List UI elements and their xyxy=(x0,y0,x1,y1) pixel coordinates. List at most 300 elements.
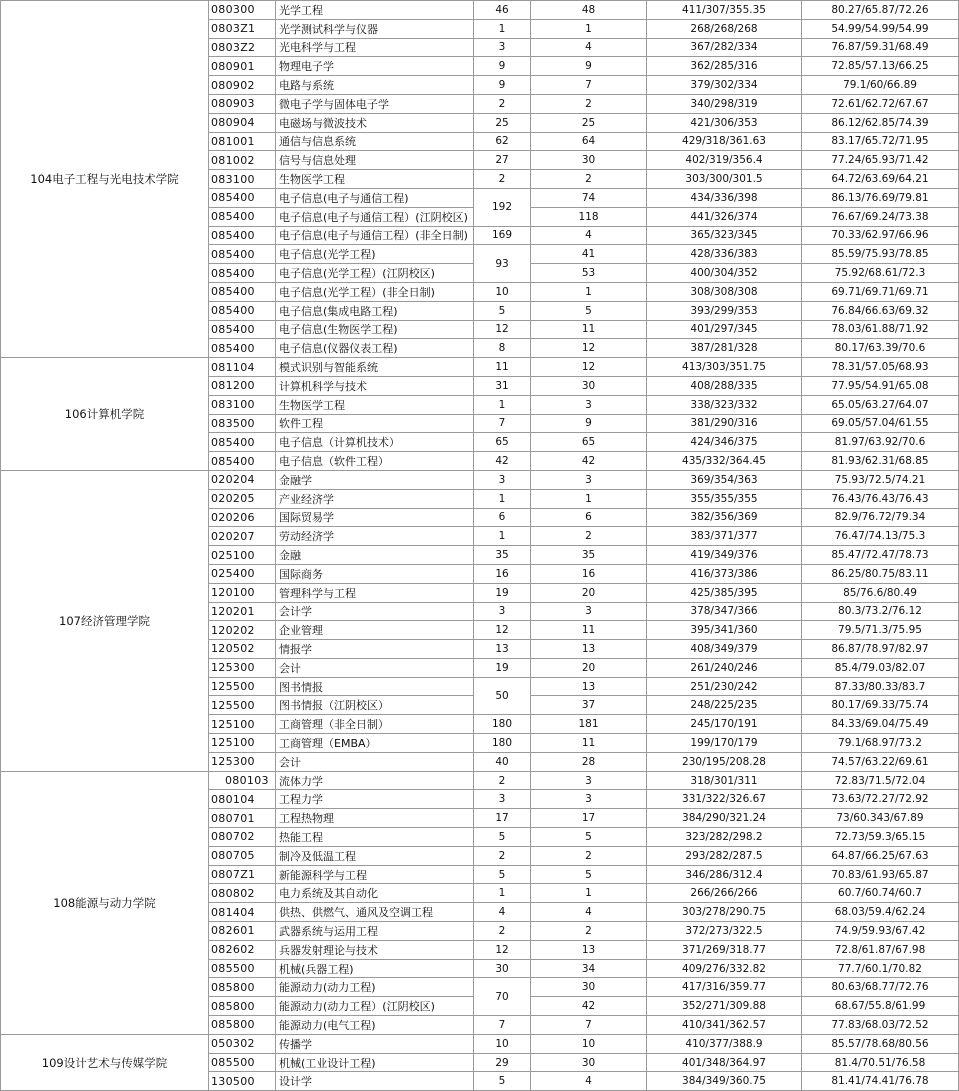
college-name: 108能源与动力学院 xyxy=(1,771,209,1034)
score-range: 362/285/316 xyxy=(647,57,802,76)
major-name: 热能工程 xyxy=(276,828,474,847)
plan-count: 180 xyxy=(474,715,531,734)
percentage-range: 80.17/69.33/75.74 xyxy=(802,696,959,715)
major-name: 国际商务 xyxy=(276,564,474,583)
major-code: 085500 xyxy=(209,959,276,978)
plan-count: 3 xyxy=(474,38,531,57)
major-code: 081404 xyxy=(209,903,276,922)
major-name: 图书情报（江阴校区） xyxy=(276,696,474,715)
major-name: 劳动经济学 xyxy=(276,527,474,546)
plan-count: 12 xyxy=(474,621,531,640)
score-range: 401/297/345 xyxy=(647,320,802,339)
table-body xyxy=(1,1,959,1091)
major-code: 020205 xyxy=(209,489,276,508)
major-code: 085400 xyxy=(209,452,276,471)
major-code: 085400 xyxy=(209,226,276,245)
major-code: 080802 xyxy=(209,884,276,903)
major-code: 085400 xyxy=(209,339,276,358)
major-code: 0807Z1 xyxy=(209,865,276,884)
enroll-count: 3 xyxy=(531,395,647,414)
major-name: 电子信息（软件工程） xyxy=(276,452,474,471)
plan-count: 27 xyxy=(474,151,531,170)
percentage-range: 76.43/76.43/76.43 xyxy=(802,489,959,508)
percentage-range: 69.71/69.71/69.71 xyxy=(802,282,959,301)
plan-count: 42 xyxy=(474,452,531,471)
percentage-range: 79.1/68.97/73.2 xyxy=(802,734,959,753)
college-name: 107经济管理学院 xyxy=(1,470,209,771)
enroll-count: 34 xyxy=(531,959,647,978)
percentage-range: 85.47/72.47/78.73 xyxy=(802,546,959,565)
percentage-range: 80.63/68.77/72.76 xyxy=(802,978,959,997)
enroll-count: 9 xyxy=(531,57,647,76)
percentage-range: 64.87/66.25/67.63 xyxy=(802,846,959,865)
score-range: 251/230/242 xyxy=(647,677,802,696)
major-name: 信号与信息处理 xyxy=(276,151,474,170)
major-code: 020207 xyxy=(209,527,276,546)
major-name: 电子信息(电子与通信工程）(江阴校区) xyxy=(276,207,474,226)
score-range: 416/373/386 xyxy=(647,564,802,583)
major-code: 083500 xyxy=(209,414,276,433)
major-code: 082602 xyxy=(209,940,276,959)
enroll-count: 5 xyxy=(531,301,647,320)
score-range: 199/170/179 xyxy=(647,734,802,753)
percentage-range: 80.17/63.39/70.6 xyxy=(802,339,959,358)
plan-count: 3 xyxy=(474,602,531,621)
plan-count: 1 xyxy=(474,489,531,508)
plan-count: 25 xyxy=(474,113,531,132)
major-name: 光学测试科学与仪器 xyxy=(276,19,474,38)
major-name: 电路与系统 xyxy=(276,76,474,95)
major-name: 机械(兵器工程) xyxy=(276,959,474,978)
enroll-count: 48 xyxy=(531,1,647,20)
percentage-range: 85.4/79.03/82.07 xyxy=(802,658,959,677)
percentage-range: 82.9/76.72/79.34 xyxy=(802,508,959,527)
plan-count: 3 xyxy=(474,470,531,489)
plan-count: 2 xyxy=(474,94,531,113)
major-name: 产业经济学 xyxy=(276,489,474,508)
score-range: 384/290/321.24 xyxy=(647,809,802,828)
enroll-count: 9 xyxy=(531,414,647,433)
enroll-count: 13 xyxy=(531,640,647,659)
major-name: 能源动力(动力工程) xyxy=(276,978,474,997)
major-code: 080701 xyxy=(209,809,276,828)
score-range: 248/225/235 xyxy=(647,696,802,715)
score-range: 245/170/191 xyxy=(647,715,802,734)
major-name: 生物医学工程 xyxy=(276,395,474,414)
major-code: 080901 xyxy=(209,57,276,76)
score-range: 346/286/312.4 xyxy=(647,865,802,884)
enroll-count: 30 xyxy=(531,1053,647,1072)
major-name: 企业管理 xyxy=(276,621,474,640)
percentage-range: 72.8/61.87/67.98 xyxy=(802,940,959,959)
enroll-count: 13 xyxy=(531,677,647,696)
percentage-range: 65.05/63.27/64.07 xyxy=(802,395,959,414)
major-name: 电力系统及其自动化 xyxy=(276,884,474,903)
score-range: 308/308/308 xyxy=(647,282,802,301)
major-name: 工程力学 xyxy=(276,790,474,809)
enroll-count: 11 xyxy=(531,734,647,753)
percentage-range: 68.67/55.8/61.99 xyxy=(802,997,959,1016)
percentage-range: 60.7/60.74/60.7 xyxy=(802,884,959,903)
score-range: 381/290/316 xyxy=(647,414,802,433)
major-code: 080702 xyxy=(209,828,276,847)
score-range: 395/341/360 xyxy=(647,621,802,640)
major-code: 130500 xyxy=(209,1072,276,1091)
enroll-count: 1 xyxy=(531,19,647,38)
percentage-range: 85.57/78.68/80.56 xyxy=(802,1034,959,1053)
plan-count: 19 xyxy=(474,658,531,677)
percentage-range: 69.05/57.04/61.55 xyxy=(802,414,959,433)
enroll-count: 7 xyxy=(531,1016,647,1035)
enroll-count: 30 xyxy=(531,376,647,395)
major-name: 模式识别与智能系统 xyxy=(276,358,474,377)
enroll-count: 17 xyxy=(531,809,647,828)
enroll-count: 20 xyxy=(531,583,647,602)
enroll-count: 3 xyxy=(531,470,647,489)
score-range: 266/266/266 xyxy=(647,884,802,903)
score-range: 421/306/353 xyxy=(647,113,802,132)
major-name: 传播学 xyxy=(276,1034,474,1053)
score-range: 425/385/395 xyxy=(647,583,802,602)
major-name: 能源动力(动力工程）(江阴校区) xyxy=(276,997,474,1016)
major-name: 生物医学工程 xyxy=(276,170,474,189)
plan-count: 1 xyxy=(474,527,531,546)
plan-count: 3 xyxy=(474,790,531,809)
percentage-range: 75.93/72.5/74.21 xyxy=(802,470,959,489)
plan-count: 19 xyxy=(474,583,531,602)
enroll-count: 1 xyxy=(531,884,647,903)
percentage-range: 77.83/68.03/72.52 xyxy=(802,1016,959,1035)
table-row xyxy=(1,1034,959,1053)
major-code: 080903 xyxy=(209,94,276,113)
plan-count: 35 xyxy=(474,546,531,565)
percentage-range: 81.97/63.92/70.6 xyxy=(802,433,959,452)
percentage-range: 86.12/62.85/74.39 xyxy=(802,113,959,132)
plan-count: 93 xyxy=(474,245,531,283)
plan-count: 70 xyxy=(474,978,531,1016)
plan-count: 1 xyxy=(474,19,531,38)
percentage-range: 68.03/59.4/62.24 xyxy=(802,903,959,922)
enroll-count: 25 xyxy=(531,113,647,132)
percentage-range: 74.57/63.22/69.61 xyxy=(802,752,959,771)
plan-count: 9 xyxy=(474,57,531,76)
plan-count: 46 xyxy=(474,1,531,20)
percentage-range: 81.4/70.51/76.58 xyxy=(802,1053,959,1072)
major-name: 电子信息（计算机技术） xyxy=(276,433,474,452)
percentage-range: 70.83/61.93/65.87 xyxy=(802,865,959,884)
enroll-count: 2 xyxy=(531,94,647,113)
score-range: 379/302/334 xyxy=(647,76,802,95)
score-range: 293/282/287.5 xyxy=(647,846,802,865)
major-code: 081001 xyxy=(209,132,276,151)
percentage-range: 72.73/59.3/65.15 xyxy=(802,828,959,847)
major-code: 082601 xyxy=(209,922,276,941)
percentage-range: 84.33/69.04/75.49 xyxy=(802,715,959,734)
score-range: 352/271/309.88 xyxy=(647,997,802,1016)
plan-count: 2 xyxy=(474,846,531,865)
plan-count: 29 xyxy=(474,1053,531,1072)
plan-count: 12 xyxy=(474,320,531,339)
enroll-count: 4 xyxy=(531,1072,647,1091)
major-name: 管理科学与工程 xyxy=(276,583,474,602)
table-row xyxy=(1,771,959,790)
percentage-range: 78.03/61.88/71.92 xyxy=(802,320,959,339)
major-name: 会计学 xyxy=(276,602,474,621)
major-code: 080103 xyxy=(209,771,276,790)
enroll-count: 6 xyxy=(531,508,647,527)
plan-count: 12 xyxy=(474,940,531,959)
major-code: 020204 xyxy=(209,470,276,489)
major-code: 080902 xyxy=(209,76,276,95)
percentage-range: 79.1/60/66.89 xyxy=(802,76,959,95)
major-code: 120100 xyxy=(209,583,276,602)
enroll-count: 65 xyxy=(531,433,647,452)
percentage-range: 76.84/66.63/69.32 xyxy=(802,301,959,320)
percentage-range: 64.72/63.69/64.21 xyxy=(802,170,959,189)
enroll-count: 181 xyxy=(531,715,647,734)
major-code: 085800 xyxy=(209,978,276,997)
enroll-count: 1 xyxy=(531,489,647,508)
enroll-count: 1 xyxy=(531,282,647,301)
major-name: 设计学 xyxy=(276,1072,474,1091)
major-name: 电子信息(光学工程）(江阴校区) xyxy=(276,264,474,283)
major-name: 兵器发射理论与技术 xyxy=(276,940,474,959)
major-code: 085400 xyxy=(209,320,276,339)
score-range: 338/323/332 xyxy=(647,395,802,414)
percentage-range: 77.95/54.91/65.08 xyxy=(802,376,959,395)
score-range: 410/341/362.57 xyxy=(647,1016,802,1035)
enroll-count: 2 xyxy=(531,922,647,941)
score-range: 367/282/334 xyxy=(647,38,802,57)
score-range: 393/299/353 xyxy=(647,301,802,320)
major-code: 080300 xyxy=(209,1,276,20)
major-name: 机械(工业设计工程) xyxy=(276,1053,474,1072)
major-name: 金融学 xyxy=(276,470,474,489)
enroll-count: 4 xyxy=(531,903,647,922)
major-code: 085400 xyxy=(209,282,276,301)
percentage-range: 80.3/73.2/76.12 xyxy=(802,602,959,621)
major-name: 工程热物理 xyxy=(276,809,474,828)
major-code: 083100 xyxy=(209,395,276,414)
plan-count: 2 xyxy=(474,922,531,941)
major-name: 工商管理（EMBA） xyxy=(276,734,474,753)
enroll-count: 2 xyxy=(531,846,647,865)
enroll-count: 5 xyxy=(531,865,647,884)
score-range: 365/323/345 xyxy=(647,226,802,245)
plan-count: 7 xyxy=(474,414,531,433)
percentage-range: 54.99/54.99/54.99 xyxy=(802,19,959,38)
plan-count: 10 xyxy=(474,1034,531,1053)
plan-count: 2 xyxy=(474,771,531,790)
major-name: 光电科学与工程 xyxy=(276,38,474,57)
percentage-range: 76.87/59.31/68.49 xyxy=(802,38,959,57)
major-code: 125100 xyxy=(209,734,276,753)
score-range: 384/349/360.75 xyxy=(647,1072,802,1091)
enroll-count: 30 xyxy=(531,151,647,170)
major-name: 电子信息(生物医学工程) xyxy=(276,320,474,339)
plan-count: 5 xyxy=(474,828,531,847)
enroll-count: 4 xyxy=(531,226,647,245)
enroll-count: 35 xyxy=(531,546,647,565)
enroll-count: 7 xyxy=(531,76,647,95)
percentage-range: 86.13/76.69/79.81 xyxy=(802,188,959,207)
score-range: 434/336/398 xyxy=(647,188,802,207)
percentage-range: 77.24/65.93/71.42 xyxy=(802,151,959,170)
score-range: 441/326/374 xyxy=(647,207,802,226)
plan-count: 13 xyxy=(474,640,531,659)
table-row xyxy=(1,470,959,489)
score-range: 429/318/361.63 xyxy=(647,132,802,151)
percentage-range: 87.33/80.33/83.7 xyxy=(802,677,959,696)
major-name: 能源动力(电气工程) xyxy=(276,1016,474,1035)
major-name: 制冷及低温工程 xyxy=(276,846,474,865)
score-range: 382/356/369 xyxy=(647,508,802,527)
major-name: 工商管理（非全日制） xyxy=(276,715,474,734)
major-code: 020206 xyxy=(209,508,276,527)
percentage-range: 72.83/71.5/72.04 xyxy=(802,771,959,790)
major-code: 085400 xyxy=(209,188,276,207)
major-name: 电子信息(光学工程）(非全日制) xyxy=(276,282,474,301)
percentage-range: 85/76.6/80.49 xyxy=(802,583,959,602)
major-code: 083100 xyxy=(209,170,276,189)
plan-count: 1 xyxy=(474,884,531,903)
major-code: 025400 xyxy=(209,564,276,583)
college-name: 104电子工程与光电技术学院 xyxy=(1,1,209,358)
score-range: 303/278/290.75 xyxy=(647,903,802,922)
major-name: 会计 xyxy=(276,752,474,771)
major-code: 120201 xyxy=(209,602,276,621)
percentage-range: 78.31/57.05/68.93 xyxy=(802,358,959,377)
enroll-count: 5 xyxy=(531,828,647,847)
percentage-range: 75.92/68.61/72.3 xyxy=(802,264,959,283)
score-range: 402/319/356.4 xyxy=(647,151,802,170)
score-range: 303/300/301.5 xyxy=(647,170,802,189)
plan-count: 2 xyxy=(474,170,531,189)
major-name: 计算机科学与技术 xyxy=(276,376,474,395)
major-name: 电子信息(电子与通信工程) xyxy=(276,188,474,207)
major-code: 081002 xyxy=(209,151,276,170)
enroll-count: 64 xyxy=(531,132,647,151)
score-range: 378/347/366 xyxy=(647,602,802,621)
score-range: 230/195/208.28 xyxy=(647,752,802,771)
score-range: 369/354/363 xyxy=(647,470,802,489)
enroll-count: 3 xyxy=(531,790,647,809)
enroll-count: 37 xyxy=(531,696,647,715)
major-code: 125500 xyxy=(209,677,276,696)
score-range: 409/276/332.82 xyxy=(647,959,802,978)
percentage-range: 76.67/69.24/73.38 xyxy=(802,207,959,226)
major-code: 081104 xyxy=(209,358,276,377)
score-range: 340/298/319 xyxy=(647,94,802,113)
plan-count: 65 xyxy=(474,433,531,452)
major-name: 物理电子学 xyxy=(276,57,474,76)
percentage-range: 73.63/72.27/72.92 xyxy=(802,790,959,809)
plan-count: 180 xyxy=(474,734,531,753)
enroll-count: 74 xyxy=(531,188,647,207)
score-range: 383/371/377 xyxy=(647,527,802,546)
plan-count: 5 xyxy=(474,301,531,320)
plan-count: 169 xyxy=(474,226,531,245)
major-code: 085400 xyxy=(209,433,276,452)
major-code: 081200 xyxy=(209,376,276,395)
major-code: 085500 xyxy=(209,1053,276,1072)
major-name: 武器系统与运用工程 xyxy=(276,922,474,941)
percentage-range: 74.9/59.93/67.42 xyxy=(802,922,959,941)
major-code: 080705 xyxy=(209,846,276,865)
major-code: 125300 xyxy=(209,752,276,771)
score-range: 424/346/375 xyxy=(647,433,802,452)
score-range: 268/268/268 xyxy=(647,19,802,38)
enroll-count: 16 xyxy=(531,564,647,583)
plan-count: 6 xyxy=(474,508,531,527)
major-name: 新能源科学与工程 xyxy=(276,865,474,884)
enroll-count: 12 xyxy=(531,358,647,377)
plan-count: 5 xyxy=(474,865,531,884)
major-name: 软件工程 xyxy=(276,414,474,433)
score-range: 410/377/388.9 xyxy=(647,1034,802,1053)
enroll-count: 12 xyxy=(531,339,647,358)
score-range: 428/336/383 xyxy=(647,245,802,264)
major-code: 085800 xyxy=(209,997,276,1016)
enroll-count: 53 xyxy=(531,264,647,283)
plan-count: 8 xyxy=(474,339,531,358)
enroll-count: 20 xyxy=(531,658,647,677)
plan-count: 1 xyxy=(474,395,531,414)
major-name: 情报学 xyxy=(276,640,474,659)
plan-count: 192 xyxy=(474,188,531,226)
major-code: 125100 xyxy=(209,715,276,734)
major-code: 125300 xyxy=(209,658,276,677)
score-range: 413/303/351.75 xyxy=(647,358,802,377)
percentage-range: 86.25/80.75/83.11 xyxy=(802,564,959,583)
plan-count: 31 xyxy=(474,376,531,395)
major-name: 国际贸易学 xyxy=(276,508,474,527)
major-code: 120502 xyxy=(209,640,276,659)
major-name: 会计 xyxy=(276,658,474,677)
major-name: 微电子学与固体电子学 xyxy=(276,94,474,113)
major-code: 025100 xyxy=(209,546,276,565)
percentage-range: 72.85/57.13/66.25 xyxy=(802,57,959,76)
percentage-range: 86.87/78.97/82.97 xyxy=(802,640,959,659)
percentage-range: 85.59/75.93/78.85 xyxy=(802,245,959,264)
major-name: 电子信息(电子与通信工程）(非全日制) xyxy=(276,226,474,245)
major-code: 085400 xyxy=(209,301,276,320)
major-code: 085400 xyxy=(209,245,276,264)
score-range: 318/301/311 xyxy=(647,771,802,790)
plan-count: 16 xyxy=(474,564,531,583)
table-row xyxy=(1,1,959,20)
score-range: 261/240/246 xyxy=(647,658,802,677)
percentage-range: 81.93/62.31/68.85 xyxy=(802,452,959,471)
major-name: 光学工程 xyxy=(276,1,474,20)
major-name: 通信与信息系统 xyxy=(276,132,474,151)
plan-count: 17 xyxy=(474,809,531,828)
enroll-count: 28 xyxy=(531,752,647,771)
enroll-count: 13 xyxy=(531,940,647,959)
enroll-count: 3 xyxy=(531,771,647,790)
score-range: 408/288/335 xyxy=(647,376,802,395)
enroll-count: 42 xyxy=(531,997,647,1016)
plan-count: 7 xyxy=(474,1016,531,1035)
percentage-range: 73/60.343/67.89 xyxy=(802,809,959,828)
percentage-range: 70.33/62.97/66.96 xyxy=(802,226,959,245)
major-name: 金融 xyxy=(276,546,474,565)
major-name: 图书情报 xyxy=(276,677,474,696)
percentage-range: 80.27/65.87/72.26 xyxy=(802,1,959,20)
enroll-count: 4 xyxy=(531,38,647,57)
major-code: 125500 xyxy=(209,696,276,715)
table-row xyxy=(1,358,959,377)
